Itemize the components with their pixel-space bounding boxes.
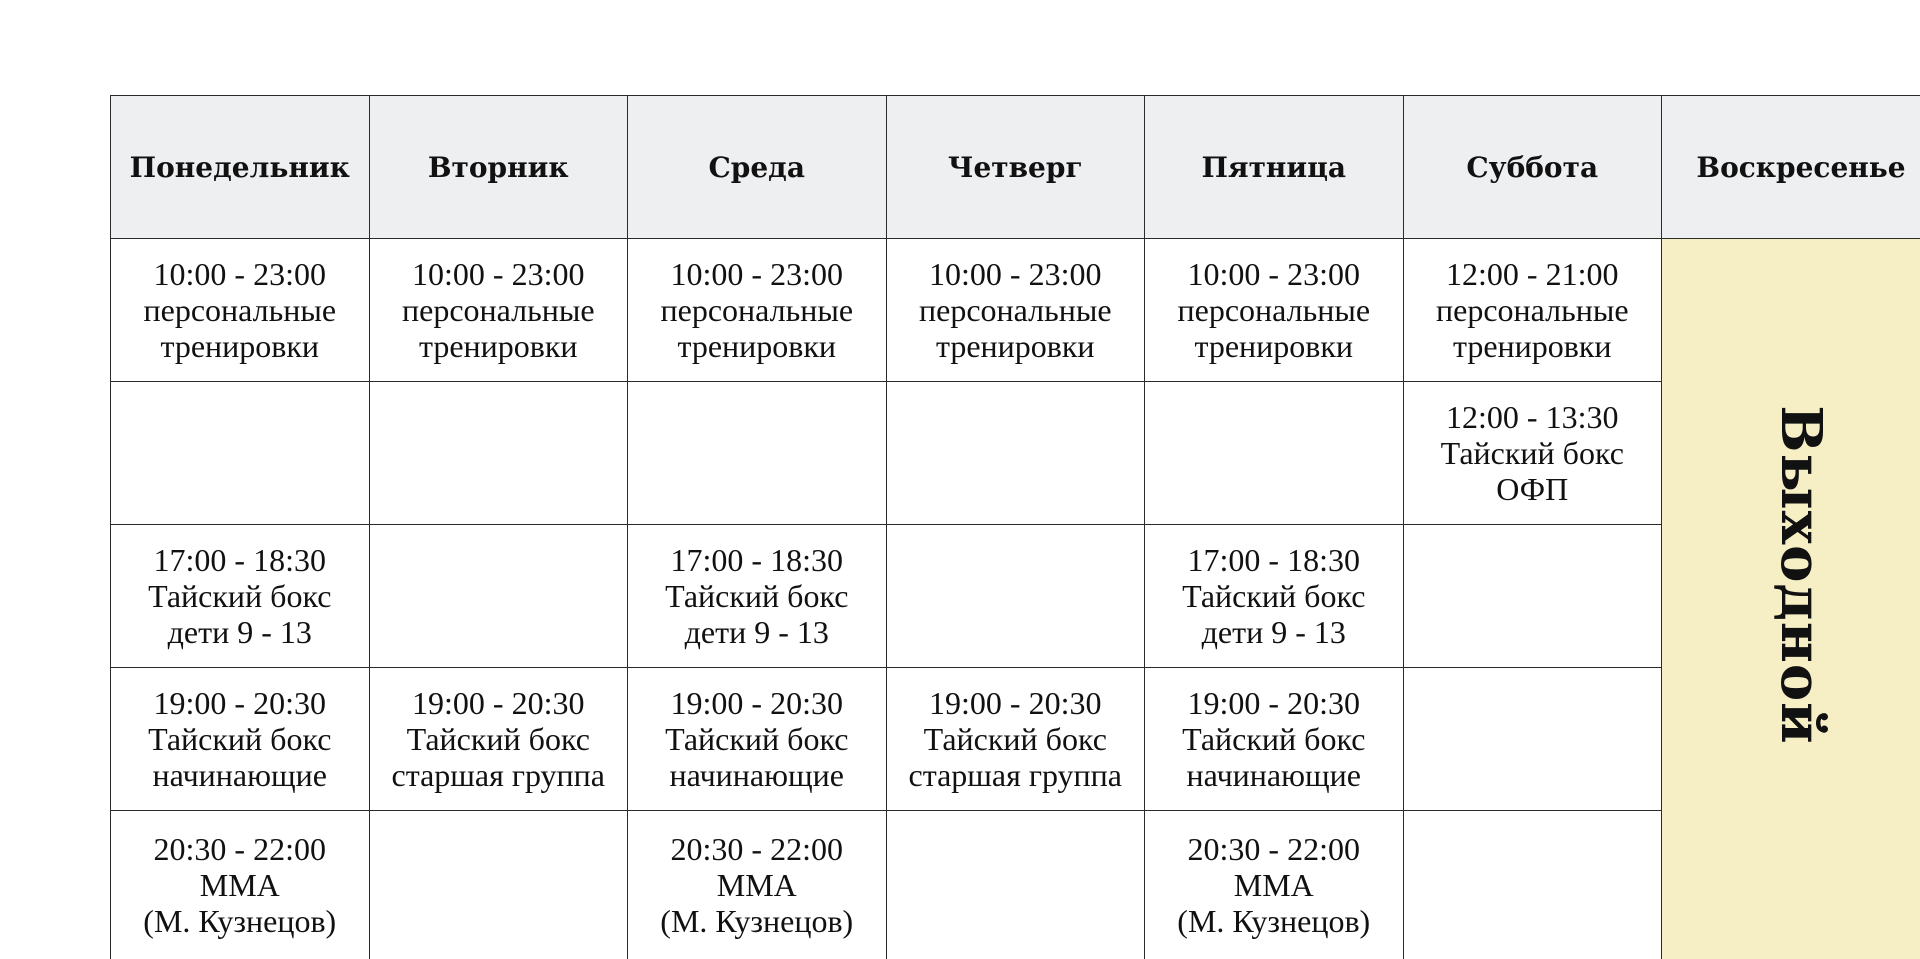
schedule-cell — [111, 382, 370, 525]
schedule-cell: 10:00 - 23:00 персональные тренировки — [369, 239, 628, 382]
header-wednesday: Среда — [628, 96, 887, 239]
schedule-cell: 17:00 - 18:30 Тайский бокс дети 9 - 13 — [1145, 525, 1404, 668]
schedule-cell — [1145, 382, 1404, 525]
schedule-cell — [886, 811, 1145, 959]
schedule-cell: 12:00 - 21:00 персональные тренировки — [1403, 239, 1662, 382]
schedule-cell — [1403, 811, 1662, 959]
schedule-cell: 10:00 - 23:00 персональные тренировки — [886, 239, 1145, 382]
header-monday: Понедельник — [111, 96, 370, 239]
header-tuesday: Вторник — [369, 96, 628, 239]
schedule-cell: 19:00 - 20:30 Тайский бокс начинающие — [1145, 668, 1404, 811]
table-row — [111, 811, 1920, 959]
schedule-cell: 10:00 - 23:00 персональные тренировки — [111, 239, 370, 382]
sunday-dayoff-cell — [1662, 239, 1920, 959]
table-row — [111, 239, 1920, 382]
header-saturday: Суббота — [1403, 96, 1662, 239]
schedule-container — [110, 95, 1920, 959]
schedule-cell: 12:00 - 13:30 Тайский бокс ОФП — [1403, 382, 1662, 525]
schedule-cell: 19:00 - 20:30 Тайский бокс старшая группа — [369, 668, 628, 811]
schedule-cell — [628, 382, 887, 525]
schedule-cell: 20:30 - 22:00 MMA (М. Кузнецов) — [1145, 811, 1404, 959]
dayoff-label: Выходной — [1768, 405, 1834, 745]
schedule-cell: 19:00 - 20:30 Тайский бокс старшая группа — [886, 668, 1145, 811]
schedule-cell: 10:00 - 23:00 персональные тренировки — [1145, 239, 1404, 382]
table-row — [111, 525, 1920, 668]
schedule-cell: 19:00 - 20:30 Тайский бокс начинающие — [111, 668, 370, 811]
schedule-cell: 20:30 - 22:00 MMA (М. Кузнецов) — [111, 811, 370, 959]
schedule-cell: 17:00 - 18:30 Тайский бокс дети 9 - 13 — [628, 525, 887, 668]
table-row — [111, 668, 1920, 811]
table-row — [111, 382, 1920, 525]
schedule-cell — [369, 811, 628, 959]
schedule-cell: 19:00 - 20:30 Тайский бокс начинающие — [628, 668, 887, 811]
schedule-table — [110, 95, 1920, 959]
schedule-cell: 10:00 - 23:00 персональные тренировки — [628, 239, 887, 382]
schedule-cell — [1403, 525, 1662, 668]
header-row — [111, 96, 1920, 239]
schedule-cell — [886, 382, 1145, 525]
schedule-cell — [1403, 668, 1662, 811]
header-sunday: Воскресенье — [1662, 96, 1920, 239]
header-thursday: Четверг — [886, 96, 1145, 239]
schedule-cell — [369, 525, 628, 668]
schedule-cell: 20:30 - 22:00 MMA (М. Кузнецов) — [628, 811, 887, 959]
schedule-cell — [886, 525, 1145, 668]
schedule-cell — [369, 382, 628, 525]
header-friday: Пятница — [1145, 96, 1404, 239]
schedule-cell: 17:00 - 18:30 Тайский бокс дети 9 - 13 — [111, 525, 370, 668]
